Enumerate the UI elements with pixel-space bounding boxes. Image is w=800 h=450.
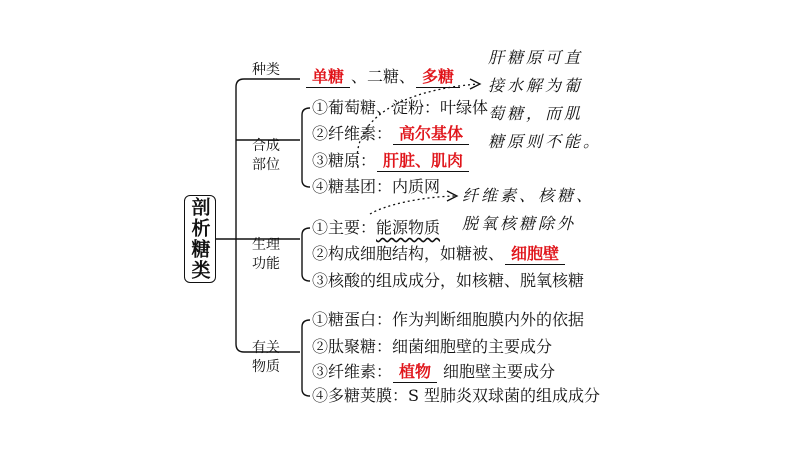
arrowhead-glycogen	[470, 79, 480, 89]
youguan-item-3-suffix: 细胞壁主要成分	[443, 362, 556, 381]
answer-liver-muscle: 肝脏、肌肉	[377, 151, 469, 172]
hecheng-item-3-label: ③糖原：	[312, 151, 377, 170]
main-spine	[236, 79, 244, 352]
shengli-item-1-label: ①主要：	[312, 218, 377, 237]
answer-plant: 植物	[393, 362, 437, 383]
note-line: 脱氧核糖除外	[462, 214, 577, 233]
category-label-line: 有关	[252, 340, 280, 356]
note-line: 萄糖，而肌	[488, 104, 584, 123]
answer-polysaccharide: 多糖	[416, 67, 460, 88]
category-zhonglei	[244, 61, 288, 80]
category-label-line: 物质	[252, 359, 280, 375]
category-youguan	[244, 339, 288, 377]
youguan-item-3	[312, 362, 555, 383]
category-label-line: 种类	[252, 62, 280, 78]
handwritten-note-glycogen	[488, 44, 602, 156]
shengli-item-3: ③核酸的组成成分，如核糖、脱氧核糖	[312, 271, 585, 290]
category-label-line: 生理	[252, 237, 280, 253]
bracket-shengli	[302, 228, 310, 281]
zhonglei-item	[305, 67, 461, 88]
category-hecheng	[244, 137, 288, 175]
handwritten-note-energy-exceptions	[462, 182, 595, 238]
hecheng-item-2-label: ②纤维素：	[312, 124, 393, 143]
youguan-item-4: ④多糖荚膜：S 型肺炎双球菌的组成成分	[312, 386, 601, 405]
answer-cell-wall: 细胞壁	[505, 244, 565, 265]
bracket-youguan	[302, 320, 310, 396]
note-line: 接水解为葡	[488, 76, 584, 95]
root-node: 剖析糖类	[184, 195, 216, 283]
category-label-line: 合成	[252, 138, 280, 154]
bracket-hecheng	[302, 108, 310, 187]
note-line: 纤维素、核糖、	[462, 186, 596, 205]
category-label-line: 部位	[252, 157, 280, 173]
note-line: 肝糖原可直	[488, 48, 584, 67]
shengli-item-1	[312, 218, 440, 238]
shengli-item-2-label: ②构成细胞结构，如糖被、	[312, 244, 505, 263]
zhonglei-separator: 、二糖、	[351, 67, 416, 86]
dotted-arrow-energy	[370, 196, 455, 214]
note-line: 糖原则不能。	[488, 132, 603, 151]
energy-substance-emphasis: 能源物质	[376, 218, 441, 237]
category-shengli	[244, 236, 288, 274]
shengli-item-2	[312, 244, 566, 265]
hecheng-item-2	[312, 124, 470, 145]
answer-golgi: 高尔基体	[393, 124, 469, 145]
category-label-line: 功能	[252, 256, 280, 272]
hecheng-item-1: ①葡萄糖、淀粉：叶绿体	[312, 98, 489, 117]
hecheng-item-4: ④糖基团：内质网	[312, 177, 441, 196]
youguan-item-3-label: ③纤维素：	[312, 362, 393, 381]
hecheng-item-3	[312, 151, 470, 172]
youguan-item-1: ①糖蛋白：作为判断细胞膜内外的依据	[312, 310, 585, 329]
youguan-item-2: ②肽聚糖：细菌细胞壁的主要成分	[312, 337, 553, 356]
answer-monosaccharide: 单糖	[306, 67, 350, 88]
